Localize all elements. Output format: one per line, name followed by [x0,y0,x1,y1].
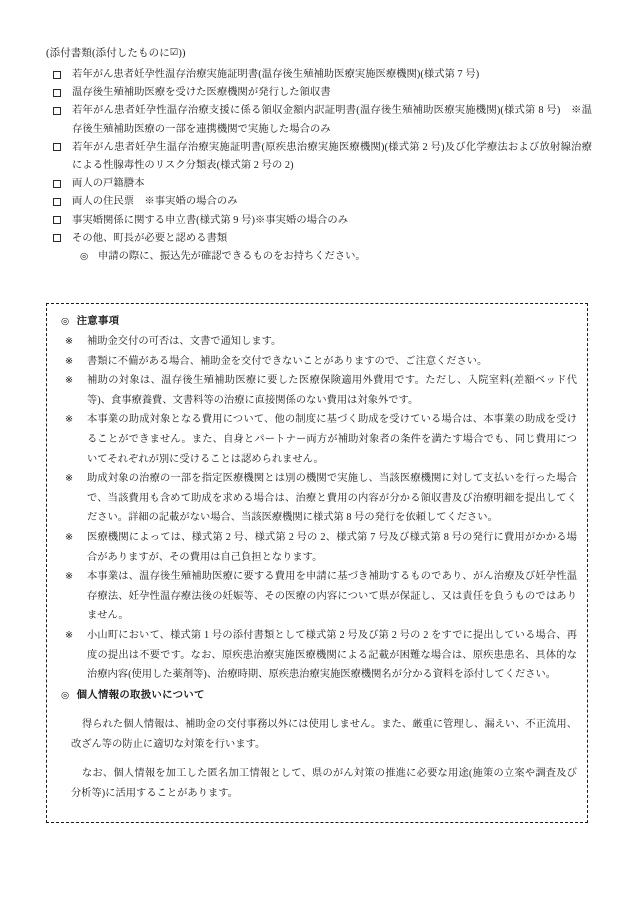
double-circle-icon: ◎ [61,689,70,701]
list-item-label: 若年がん患者妊孕性温存治療実施証明書(温存後生殖補助医療実施医療機関)(様式第 7 号) [72,69,480,80]
list-item-label: 本事業の助成対象となる費用について、他の制度に基づく助成を受けている場合は、本事業の助成を受けることができません。また、自身とパートナー両方が補助対象者の条件を満たす場合でも、同じ費用についてそれぞれが別に受けることは認められません。 [87,414,577,465]
checkbox-icon[interactable] [53,143,61,151]
list-item-label: 温存後生殖補助医療を受けた医療機関が発行した領収書 [72,87,331,99]
list-item-label: 本事業は、温存後生殖補助医療に要する費用を申請に基づき補助するものであり、がん治療及び妊孕性温存療法、妊孕性温存療法後の妊娠等、その医療の内容について県が保証し、又は責任を負うものではありません。 [87,571,577,622]
kome-mark-icon: ※ [65,473,74,485]
double-circle-icon: ◎ [61,316,70,327]
notes-section-title: 注意事項 [76,316,120,327]
list-item-label: 若年がん患者妊孕性温存治療支援に係る領収金額内訳証明書(温存後生殖補助医療実施機関)(様式第 8 号) ※温存後生殖補助医療の一部を連携機関で実施した場合のみ [72,105,592,135]
checkbox-icon[interactable] [53,216,61,224]
list-item[interactable] [46,193,592,211]
privacy-section-heading [57,687,577,705]
list-item[interactable] [46,84,592,102]
list-item-label: 補助金交付の可否は、文書で通知します。 [87,336,282,347]
list-item [57,626,577,685]
attachments-footnote [46,248,592,266]
list-item [57,567,577,626]
list-item[interactable] [46,102,592,138]
list-item-label: 両人の住民票 ※事実婚の場合のみ [72,196,238,208]
kome-mark-icon: ※ [65,531,74,543]
list-item[interactable] [46,139,592,175]
privacy-paragraph: なお、個人情報を加工した匿名加工情報として、県のがん対策の推進に必要な用途(施策の立案や調査及び分析等)に活用することがあります。 [71,768,577,799]
list-item-label: 若年がん患者妊孕生温存治療実施証明書(原疾患治療実施医療機関)(様式第 2 号)及び化学療法および放射線治療による性腺毒性のリスク分類表(様式第 2 号の 2) [72,141,592,172]
attachments-section [46,44,592,266]
list-item-label: その他、町長が必要と認める書類 [72,232,228,244]
list-item-label: 医療機関によっては、様式第 2 号、様式第 2 号の 2、様式第 7 号及び様式第 8 号の発行に費用がかかる場合がありますが、その費用は自己負担となります。 [87,531,577,563]
list-item [57,528,577,567]
list-item [57,332,577,352]
list-item[interactable] [46,175,592,193]
notes-section-heading [57,313,577,331]
attachments-heading [46,44,592,62]
list-item[interactable] [46,212,592,230]
privacy-paragraph: 得られた個人情報は、補助金の交付事務以外には使用しません。また、厳重に管理し、漏えい、不正流用、改ざん等の防止に適切な対策を行います。 [71,718,577,750]
notes-list [57,332,577,685]
double-circle-icon: ◎ [80,251,89,263]
kome-mark-icon: ※ [65,375,74,387]
kome-mark-icon: ※ [65,355,74,367]
list-item-label: 両人の戸籍謄本 [72,178,145,190]
list-item[interactable] [46,230,592,248]
checkbox-icon[interactable] [53,234,61,242]
attachments-checklist [46,66,592,248]
list-item-label: 書類に不備がある場合、補助金を交付できないことがありますので、ご注意ください。 [87,355,488,367]
checkbox-icon[interactable] [53,89,61,97]
list-item [57,352,577,372]
checkbox-icon[interactable] [53,71,61,79]
kome-mark-icon: ※ [65,629,74,641]
checkbox-icon[interactable] [53,180,61,188]
list-item[interactable] [46,66,592,84]
list-item-label: 助成対象の治療の一部を指定医療機関とは別の機関で実施し、当該医療機関に対して支払いを行った場合で、当該費用も含めて助成を求める場合は、治療と費用の内容が分かる領収書及び治療明細を提出してください。詳細の記載がない場合、当該医療機関に様式第 8 号の発行を依頼してください。 [87,473,577,524]
list-item [57,469,577,528]
list-item-label: 事実婚関係に関する申立書(様式第 9 号)※事実婚の場合のみ [72,214,349,226]
list-item-label: 小山町において、様式第 1 号の添付書類として様式第 2 号及び第 2 号の 2 をすでに提出している場合、再度の提出は不要です。なお、原疾患治療実施医療機関による記載が困難な場合は、原疾患患名、具体的な治療内容(使用した薬剤等)、治療時期、原疾患治療実施医療機関名が分かる資料を添付してください。 [87,629,577,681]
attachments-heading-suffix: )) [178,48,186,59]
attachments-footnote-text: 申請の際に、振込先が確認できるものをお持ちください。 [98,251,366,263]
checked-box-icon: ☑ [169,47,179,58]
checkbox-icon[interactable] [53,107,61,115]
attachments-heading-prefix: (添付書類(添付したものに [46,48,170,59]
list-item [57,410,577,469]
kome-mark-icon: ※ [65,414,74,426]
list-item [57,371,577,410]
checkbox-icon[interactable] [53,198,61,206]
privacy-section-title: 個人情報の取扱いについて [76,689,205,701]
list-item-label: 補助の対象は、温存後生殖補助医療に要した医療保険適用外費用です。ただし、入院室料(差額ベッド代等)、食事療養費、文書料等の治療に直接関係のない費用は対象外です。 [87,375,577,406]
notice-box [46,303,588,823]
kome-mark-icon: ※ [65,336,74,347]
kome-mark-icon: ※ [65,571,74,583]
